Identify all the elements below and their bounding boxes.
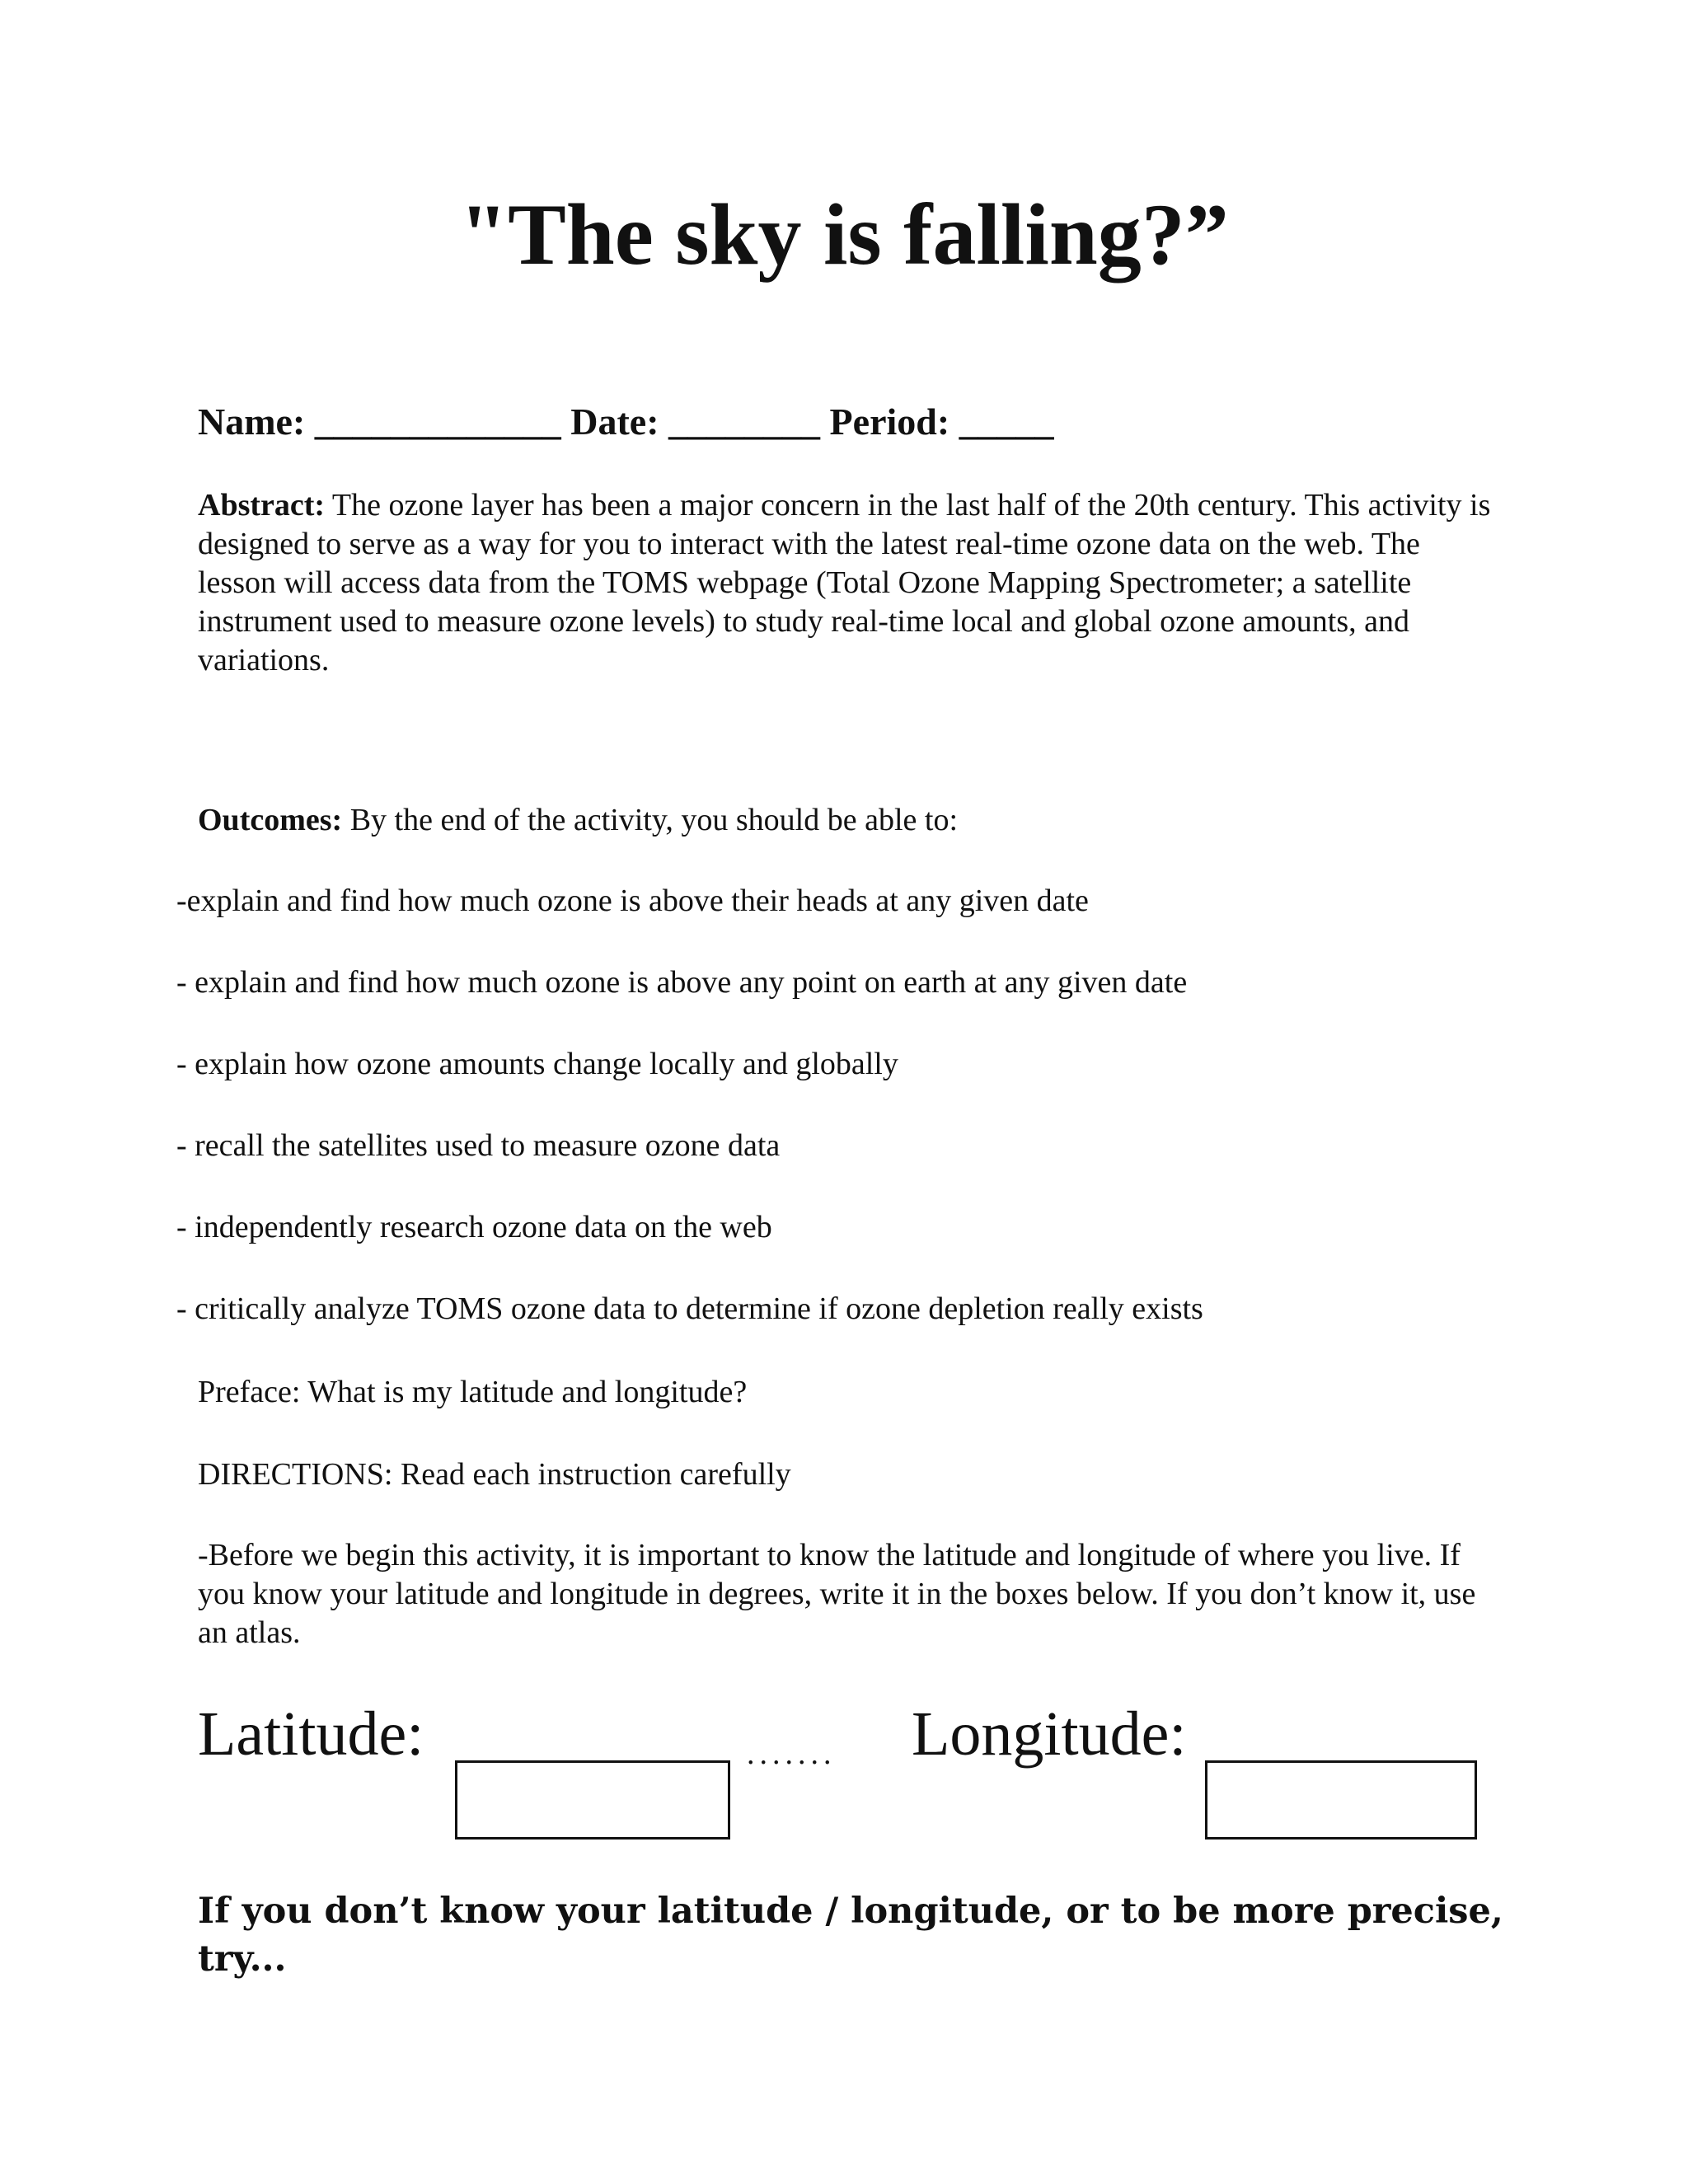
- outcome-item: - explain how ozone amounts change locally and globally: [176, 1047, 898, 1081]
- outcome-item: - explain and find how much ozone is above any point on earth at any given date: [176, 965, 1188, 1000]
- abstract-label: Abstract:: [198, 488, 326, 523]
- longitude-answer-box[interactable]: [1205, 1760, 1477, 1840]
- abstract-text: The ozone layer has been a major concern in the last half of the 20th century. This activity is designed to serve as a way for you to interact with the latest real-time ozone data on the web. The lesson will access data from the TOMS webpage (Total Ozone Mapping Spectrometer; a satellite instrument used to measure ozone levels) to study real-time local and global ozone amounts, and variations.: [198, 488, 1491, 677]
- latitude-answer-box[interactable]: [455, 1760, 730, 1840]
- separator-dots: .......: [747, 1736, 837, 1771]
- outcome-item: - critically analyze TOMS ozone data to determine if ozone depletion really exists: [176, 1291, 1203, 1326]
- preface-text: Preface: What is my latitude and longitude?: [198, 1375, 748, 1409]
- outcome-item: - recall the satellites used to measure ozone data: [176, 1128, 781, 1163]
- abstract-paragraph: [198, 486, 1492, 680]
- directions-text: DIRECTIONS: Read each instruction carefully: [198, 1457, 791, 1492]
- footer-note: If you don’t know your latitude / longitude, or to be more precise, try...: [198, 1891, 1503, 1980]
- outcomes-paragraph: [198, 801, 1492, 840]
- outcome-item: - independently research ozone data on the web: [176, 1210, 772, 1244]
- outcomes-label: Outcomes:: [198, 803, 343, 837]
- outcomes-text: By the end of the activity, you should be able to:: [342, 803, 959, 837]
- page-title: "The sky is falling?”: [459, 186, 1229, 283]
- longitude-label: Longitude:: [912, 1699, 1187, 1769]
- outcome-item: -explain and find how much ozone is above their heads at any given date: [176, 883, 1089, 918]
- student-info-line: Name: _____________ Date: ________ Period: _____: [198, 401, 1054, 443]
- latitude-label: Latitude:: [198, 1699, 424, 1769]
- instructions-paragraph: -Before we begin this activity, it is important to know the latitude and longitude of where you live. If you know your latitude and longitude in degrees, write it in the boxes below. If you don’t know it, use an atlas.: [198, 1538, 1476, 1650]
